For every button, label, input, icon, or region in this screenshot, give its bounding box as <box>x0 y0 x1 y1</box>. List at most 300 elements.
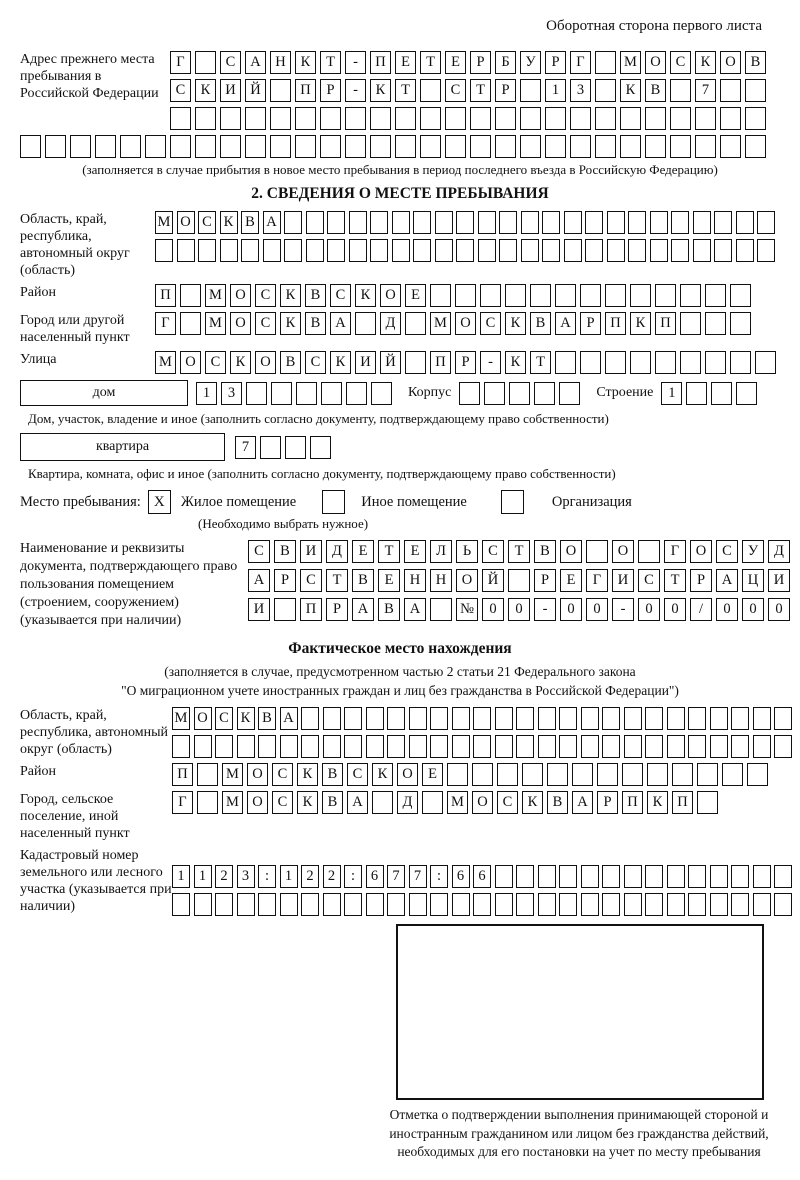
fact-gorod-label: Город, сельское поселение, иной населенный пункт <box>20 792 130 841</box>
char-cell: И <box>248 598 270 621</box>
char-cell: О <box>690 540 712 563</box>
char-cell <box>180 284 201 307</box>
char-cell <box>170 135 191 158</box>
char-cell <box>730 351 751 374</box>
char-cell: А <box>330 312 351 335</box>
char-cell <box>516 893 534 916</box>
char-cell <box>602 735 620 758</box>
char-cell <box>516 735 534 758</box>
dom-line <box>20 380 780 406</box>
char-cell <box>473 707 491 730</box>
char-cell <box>559 735 577 758</box>
char-cell <box>605 351 626 374</box>
char-cell <box>564 211 582 234</box>
char-cell <box>680 284 701 307</box>
char-cell: Ц <box>742 569 764 592</box>
char-cell: С <box>170 79 191 102</box>
char-cell <box>237 893 255 916</box>
char-cell <box>602 865 620 888</box>
char-cell: Н <box>404 569 426 592</box>
char-cell: № <box>456 598 478 621</box>
char-cell: 7 <box>695 79 716 102</box>
char-cell <box>280 735 298 758</box>
char-cell <box>753 893 771 916</box>
option-inoe-label: Иное помещение <box>361 493 467 510</box>
char-cell <box>714 239 732 262</box>
char-cell <box>405 351 426 374</box>
char-cell: П <box>370 51 391 74</box>
checkbox-zhiloe: X <box>148 490 171 514</box>
fact-caption-2: "О миграционном учете иностранных граждан и лиц без гражданства в Российской Федерации") <box>121 683 679 698</box>
char-cell <box>194 893 212 916</box>
char-cell <box>320 107 341 130</box>
char-cell <box>538 893 556 916</box>
char-cell: 0 <box>482 598 504 621</box>
char-cell <box>470 135 491 158</box>
char-cell: М <box>205 312 226 335</box>
char-cell <box>392 239 410 262</box>
char-cell <box>774 893 792 916</box>
char-cell: 2 <box>323 865 341 888</box>
char-cell: С <box>482 540 504 563</box>
char-cell <box>346 382 367 405</box>
char-cell: С <box>248 540 270 563</box>
prev-address-overflow-row <box>20 135 780 158</box>
char-cell <box>430 707 448 730</box>
char-cell <box>720 79 741 102</box>
confirmation-stamp-box <box>396 924 764 1100</box>
char-cell <box>198 239 216 262</box>
char-cell <box>757 211 775 234</box>
char-cell: Е <box>395 51 416 74</box>
char-cell: / <box>690 598 712 621</box>
char-cell <box>195 51 216 74</box>
char-cell <box>301 707 319 730</box>
char-row <box>155 284 751 307</box>
char-cell <box>720 107 741 130</box>
char-row <box>248 569 790 592</box>
char-cell <box>45 135 66 158</box>
char-cell <box>430 284 451 307</box>
char-cell <box>745 107 766 130</box>
char-cell: М <box>205 284 226 307</box>
char-cell: О <box>612 540 634 563</box>
char-cell <box>301 893 319 916</box>
char-cell: 1 <box>172 865 190 888</box>
char-cell <box>258 893 276 916</box>
char-cell <box>495 893 513 916</box>
char-cell <box>349 239 367 262</box>
char-cell <box>580 284 601 307</box>
char-cell <box>688 865 706 888</box>
char-cell: А <box>263 211 281 234</box>
char-cell: Р <box>580 312 601 335</box>
char-cell: М <box>447 791 468 814</box>
char-row <box>172 865 792 888</box>
char-cell: : <box>430 865 448 888</box>
char-cell <box>271 382 292 405</box>
char-cell <box>586 540 608 563</box>
char-cell: 3 <box>237 865 255 888</box>
char-cell: А <box>248 569 270 592</box>
char-cell <box>452 707 470 730</box>
char-cell <box>405 312 426 335</box>
char-cell: Р <box>320 79 341 102</box>
char-cell <box>395 107 416 130</box>
char-cell <box>295 135 316 158</box>
char-cell: М <box>430 312 451 335</box>
char-cell <box>572 763 593 786</box>
char-cell: Е <box>445 51 466 74</box>
char-cell <box>310 436 331 459</box>
char-cell: 6 <box>473 865 491 888</box>
char-cell: 0 <box>560 598 582 621</box>
char-cell: М <box>222 763 243 786</box>
char-cell <box>413 211 431 234</box>
char-cell <box>731 707 749 730</box>
char-cell: : <box>258 865 276 888</box>
kadastr-label: Кадастровый номер земельного или лесного участка (указывается при наличии) <box>20 848 172 914</box>
char-cell <box>555 284 576 307</box>
prev-address-caption: (заполняется в случае прибытия в новое место пребывания в период последнего въезда в Российскую Федерацию) <box>82 162 718 177</box>
char-cell <box>605 284 626 307</box>
char-cell: Е <box>422 763 443 786</box>
char-cell: - <box>345 51 366 74</box>
char-cell: Т <box>508 540 530 563</box>
char-cell <box>624 893 642 916</box>
char-cell: М <box>222 791 243 814</box>
char-cell: Р <box>597 791 618 814</box>
char-cell <box>280 893 298 916</box>
char-cell <box>595 51 616 74</box>
char-cell <box>542 239 560 262</box>
char-cell <box>753 735 771 758</box>
char-cell <box>697 791 718 814</box>
char-cell <box>753 707 771 730</box>
char-cell <box>757 239 775 262</box>
char-cell <box>409 735 427 758</box>
char-cell: Р <box>455 351 476 374</box>
char-cell: М <box>620 51 641 74</box>
char-cell <box>387 735 405 758</box>
char-cell <box>680 351 701 374</box>
char-cell: - <box>612 598 634 621</box>
char-cell <box>447 763 468 786</box>
char-cell <box>270 107 291 130</box>
char-cell: 7 <box>235 436 256 459</box>
char-cell <box>545 135 566 158</box>
char-cell: Т <box>470 79 491 102</box>
char-cell: 0 <box>586 598 608 621</box>
char-cell <box>172 893 190 916</box>
char-cell: С <box>300 569 322 592</box>
option-organizatsiya-label: Организация <box>551 493 632 510</box>
char-cell <box>237 735 255 758</box>
kvartira-labelbox: квартира <box>20 433 225 461</box>
char-cell <box>680 312 701 335</box>
char-cell <box>622 763 643 786</box>
fact-raion-label: Район <box>20 764 56 779</box>
dom-caption: Дом, участок, владение и иное (заполнить согласно документу, подтверждающему право собственности) <box>28 411 609 426</box>
char-cell: О <box>645 51 666 74</box>
doc-label: Наименование и реквизиты документа, подтверждающего право пользования помещением (строением, сооружением) (указывается при наличии) <box>20 541 238 628</box>
char-cell: 0 <box>716 598 738 621</box>
char-cell <box>730 312 751 335</box>
mesto-prebyvaniya-row <box>20 490 780 514</box>
char-cell: Л <box>430 540 452 563</box>
char-cell: Т <box>326 569 348 592</box>
checkbox-organizatsiya <box>501 490 524 514</box>
ulitsa-label: Улица <box>20 352 57 367</box>
char-cell: Г <box>664 540 686 563</box>
char-row <box>172 893 792 916</box>
char-cell <box>730 284 751 307</box>
char-cell <box>530 284 551 307</box>
char-cell: Т <box>664 569 686 592</box>
char-cell: Р <box>326 598 348 621</box>
char-cell <box>710 893 728 916</box>
char-cell: С <box>198 211 216 234</box>
char-cell <box>197 763 218 786</box>
char-cell: А <box>347 791 368 814</box>
char-cell <box>630 284 651 307</box>
gorod-block <box>20 312 780 346</box>
char-cell <box>220 239 238 262</box>
char-cell <box>413 239 431 262</box>
fact-raion-block <box>20 763 780 786</box>
char-cell <box>170 107 191 130</box>
char-cell <box>521 239 539 262</box>
char-cell <box>650 211 668 234</box>
char-cell <box>470 107 491 130</box>
char-cell: А <box>352 598 374 621</box>
char-cell <box>172 735 190 758</box>
char-cell <box>452 735 470 758</box>
oblast-label: Область, край, республика, автономный округ (область) <box>20 212 130 278</box>
char-cell: Р <box>470 51 491 74</box>
char-cell <box>705 284 726 307</box>
char-cell <box>20 135 41 158</box>
char-cell: 1 <box>661 382 682 405</box>
char-cell <box>559 707 577 730</box>
char-cell: К <box>372 763 393 786</box>
char-cell <box>344 893 362 916</box>
char-cell: П <box>655 312 676 335</box>
char-cell: П <box>300 598 322 621</box>
char-cell <box>522 763 543 786</box>
char-cell <box>295 107 316 130</box>
char-cell <box>645 865 663 888</box>
char-cell: К <box>355 284 376 307</box>
char-cell: Е <box>560 569 582 592</box>
char-cell <box>435 211 453 234</box>
char-row <box>172 791 718 814</box>
char-cell <box>95 135 116 158</box>
char-cell <box>215 893 233 916</box>
char-row <box>170 51 766 74</box>
char-cell: Н <box>430 569 452 592</box>
char-cell <box>538 865 556 888</box>
char-cell <box>720 135 741 158</box>
char-cell <box>774 865 792 888</box>
char-cell: 1 <box>194 865 212 888</box>
char-cell: О <box>180 351 201 374</box>
oblast-block <box>20 211 780 279</box>
char-cell <box>484 382 505 405</box>
char-cell: Д <box>397 791 418 814</box>
char-cell: В <box>352 569 374 592</box>
char-cell <box>195 107 216 130</box>
char-cell <box>581 707 599 730</box>
char-row <box>248 598 790 621</box>
char-cell: 7 <box>409 865 427 888</box>
fact-caption-1: (заполняется в случае, предусмотренном частью 2 статьи 21 Федерального закона <box>164 664 636 679</box>
char-cell <box>559 893 577 916</box>
char-cell: К <box>280 312 301 335</box>
char-cell: В <box>547 791 568 814</box>
char-cell <box>570 135 591 158</box>
char-cell: В <box>305 284 326 307</box>
char-cell: 0 <box>508 598 530 621</box>
char-cell <box>258 735 276 758</box>
char-cell: И <box>768 569 790 592</box>
char-cell: О <box>472 791 493 814</box>
char-row <box>172 707 792 730</box>
char-cell <box>722 763 743 786</box>
char-cell <box>473 735 491 758</box>
char-cell: Т <box>420 51 441 74</box>
char-cell: К <box>297 791 318 814</box>
char-cell: О <box>247 791 268 814</box>
char-cell: У <box>742 540 764 563</box>
char-cell: О <box>230 284 251 307</box>
kadastr-block <box>20 847 780 916</box>
char-cell <box>445 135 466 158</box>
char-cell: К <box>330 351 351 374</box>
char-cell: К <box>220 211 238 234</box>
char-cell <box>686 382 707 405</box>
char-cell: М <box>172 707 190 730</box>
char-cell: О <box>560 540 582 563</box>
char-cell <box>516 707 534 730</box>
char-cell: С <box>205 351 226 374</box>
fact-oblast-block <box>20 707 780 758</box>
char-cell: В <box>530 312 551 335</box>
char-cell: К <box>695 51 716 74</box>
dom-cells <box>196 382 392 405</box>
char-cell <box>559 865 577 888</box>
char-cell: Р <box>274 569 296 592</box>
char-cell <box>731 735 749 758</box>
char-cell <box>607 211 625 234</box>
char-cell <box>263 239 281 262</box>
char-cell <box>274 598 296 621</box>
char-cell <box>628 239 646 262</box>
char-cell: К <box>295 51 316 74</box>
char-cell: В <box>645 79 666 102</box>
mesto-label: Место пребывания: <box>20 493 141 510</box>
char-cell <box>387 707 405 730</box>
char-cell: А <box>555 312 576 335</box>
char-cell <box>241 239 259 262</box>
char-cell <box>602 707 620 730</box>
char-cell <box>580 351 601 374</box>
char-cell <box>220 135 241 158</box>
char-cell <box>270 79 291 102</box>
char-cell: Н <box>270 51 291 74</box>
prev-address-block <box>20 51 780 130</box>
char-cell: М <box>155 211 173 234</box>
char-cell <box>747 763 768 786</box>
char-cell <box>323 893 341 916</box>
char-cell <box>70 135 91 158</box>
char-cell: Ь <box>456 540 478 563</box>
char-cell <box>672 763 693 786</box>
char-cell: О <box>247 763 268 786</box>
char-cell: Д <box>380 312 401 335</box>
char-cell: П <box>295 79 316 102</box>
char-cell: 1 <box>196 382 217 405</box>
mesto-note: (Необходимо выбрать нужное) <box>198 516 369 531</box>
char-cell <box>545 107 566 130</box>
char-cell: К <box>630 312 651 335</box>
char-cell <box>620 107 641 130</box>
char-cell: С <box>305 351 326 374</box>
char-cell <box>301 735 319 758</box>
char-cell <box>323 707 341 730</box>
kvartira-line <box>20 433 780 461</box>
char-cell: С <box>272 763 293 786</box>
char-cell <box>370 211 388 234</box>
char-cell: В <box>322 791 343 814</box>
char-cell <box>736 239 754 262</box>
char-cell <box>638 540 660 563</box>
char-cell <box>245 107 266 130</box>
char-cell: 1 <box>280 865 298 888</box>
section2-title: 2. СВЕДЕНИЯ О МЕСТЕ ПРЕБЫВАНИЯ <box>251 185 549 202</box>
char-cell: Т <box>530 351 551 374</box>
char-cell <box>478 239 496 262</box>
char-cell <box>420 135 441 158</box>
stroenie-cells <box>661 382 757 405</box>
char-cell <box>285 436 306 459</box>
char-cell: К <box>505 351 526 374</box>
char-cell <box>320 135 341 158</box>
char-cell <box>372 791 393 814</box>
char-cell: О <box>194 707 212 730</box>
char-cell <box>370 107 391 130</box>
page-side-note: Оборотная сторона первого листа <box>546 18 762 34</box>
checkbox-inoe <box>322 490 345 514</box>
char-cell <box>430 735 448 758</box>
char-cell: А <box>572 791 593 814</box>
char-cell <box>366 893 384 916</box>
kvartira-caption: Квартира, комната, офис и иное (заполнить согласно документу, подтверждающему право собственности) <box>28 466 616 481</box>
char-cell <box>509 382 530 405</box>
char-cell <box>520 107 541 130</box>
char-cell: И <box>300 540 322 563</box>
char-cell <box>595 107 616 130</box>
char-cell <box>630 351 651 374</box>
char-cell: К <box>522 791 543 814</box>
char-cell <box>547 763 568 786</box>
char-cell <box>284 239 302 262</box>
char-cell <box>671 211 689 234</box>
char-cell <box>452 893 470 916</box>
char-cell <box>194 735 212 758</box>
char-cell: В <box>322 763 343 786</box>
char-cell <box>508 569 530 592</box>
